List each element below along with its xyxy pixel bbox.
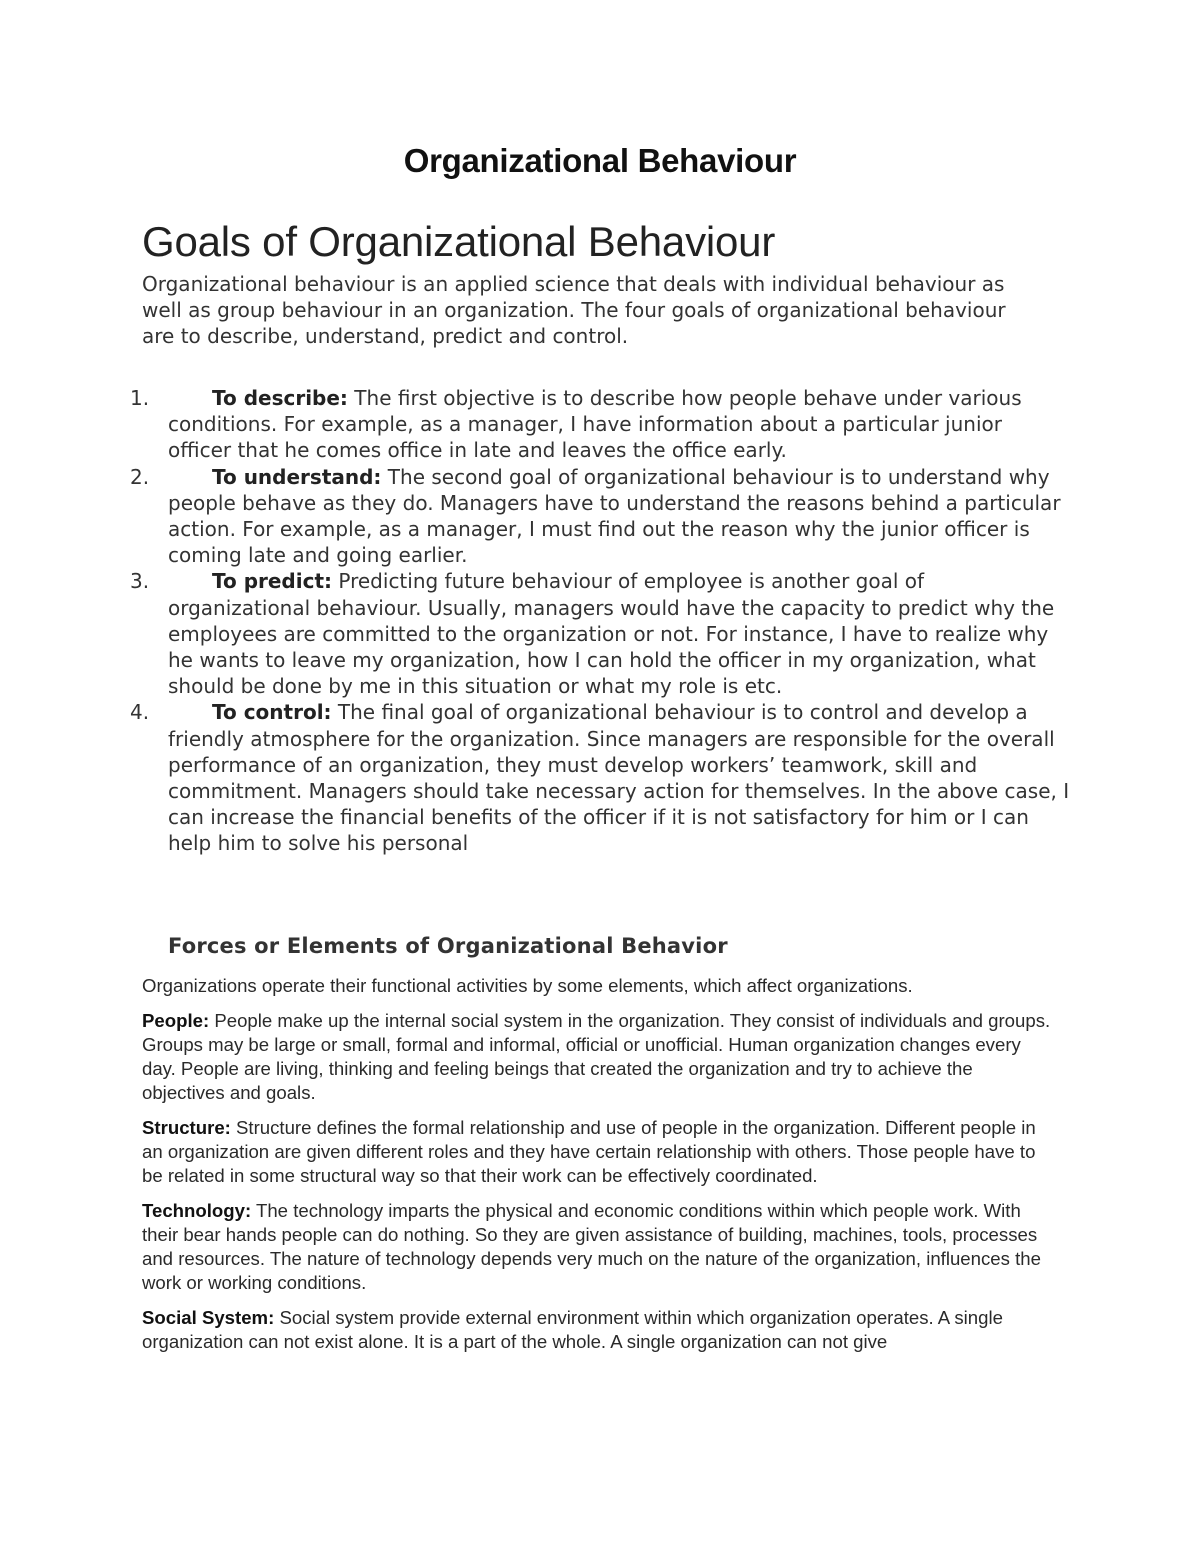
goal-item-understand: [130, 464, 1070, 569]
force-text: Structure defines the formal relationship and use of people in the organization. Different people in an organization are given different roles and they have certain relationship with others. Those people have to be related in some structural way so that their work can be effectively coordinated.: [142, 1117, 1036, 1186]
list-number: 3.: [130, 569, 150, 594]
force-term: Structure:: [142, 1117, 231, 1138]
goal-text: The final goal of organizational behaviour is to control and develop a friendly atmosphere for the organization. Since managers are responsible for the overall performance of an organization, they must develop workers’ teamwork, skill and commitment. Managers should take necessary action for themselves. In the above case, I can increase the financial benefits of the officer if it is not satisfactory for him or I can help him to solve his personal: [168, 700, 1070, 856]
goal-term: To understand:: [212, 464, 382, 489]
list-number: 1.: [130, 386, 150, 410]
force-item-structure: [142, 1116, 1057, 1188]
goal-term: To control:: [212, 700, 332, 725]
document-title: Organizational Behaviour: [403, 142, 797, 179]
goal-term: To predict:: [212, 569, 333, 594]
forces-intro-paragraph: Organizations operate their functional activities by some elements, which affect organizations.: [142, 975, 913, 996]
goal-item-control: [130, 699, 1070, 856]
force-term: Technology:: [142, 1200, 252, 1221]
force-item-people: [142, 1009, 1057, 1105]
forces-heading: Forces or Elements of Organizational Behavior: [168, 934, 728, 958]
goals-list: [130, 385, 1070, 857]
goals-intro-paragraph: Organizational behaviour is an applied science that deals with individual behaviour as well as group behaviour in an organization. The four goals of organizational behaviour are to describe, understand, predict and control.: [142, 272, 1006, 349]
force-text: The technology imparts the physical and economic conditions within which people work. With their bear hands people can do nothing. So they are given assistance of building, machines, tools, processes and resources. The nature of technology depends very much on the nature of the organization, influences the work or working conditions.: [142, 1200, 1041, 1293]
force-text: Social system provide external environment within which organization operates. A single organization can not exist alone. It is a part of the whole. A single organization can not give: [142, 1307, 1003, 1352]
goal-text: The second goal of organizational behaviour is to understand why people behave as they do. Managers have to understand the reasons behind a particular action. For example, as a manager, I must find out the reason why the junior officer is coming late and going earlier.: [168, 464, 1061, 568]
goal-item-predict: [130, 568, 1070, 699]
force-item-social-system: [142, 1306, 1057, 1354]
force-term: Social System:: [142, 1307, 275, 1328]
list-number: 4.: [130, 700, 150, 725]
force-item-technology: [142, 1199, 1057, 1295]
force-term: People:: [142, 1010, 210, 1031]
forces-section: [142, 974, 1057, 1365]
goal-item-describe: [130, 385, 1070, 464]
goals-heading: Goals of Organizational Behaviour: [142, 218, 776, 265]
list-number: 2.: [130, 464, 150, 489]
goal-text: The first objective is to describe how people behave under various conditions. For example, as a manager, I have information about a particular junior officer that he comes office in late and leaves the office early.: [168, 386, 1022, 463]
goal-text: Predicting future behaviour of employee is another goal of organizational behaviour. Usually, managers would have the capacity to predict why the employees are committed to the organization or not. For instance, I have to realize why he wants to leave my organization, how I can hold the officer in my organization, what should be done by me in this situation or what my role is etc.: [168, 569, 1055, 699]
force-text: People make up the internal social system in the organization. They consist of individuals and groups. Groups may be large or small, formal and informal, official or unofficial. Human organization changes every day. People are living, thinking and feeling beings that created the organization and try to achieve the objectives and goals.: [142, 1010, 1051, 1103]
goal-term: To describe:: [212, 386, 348, 410]
